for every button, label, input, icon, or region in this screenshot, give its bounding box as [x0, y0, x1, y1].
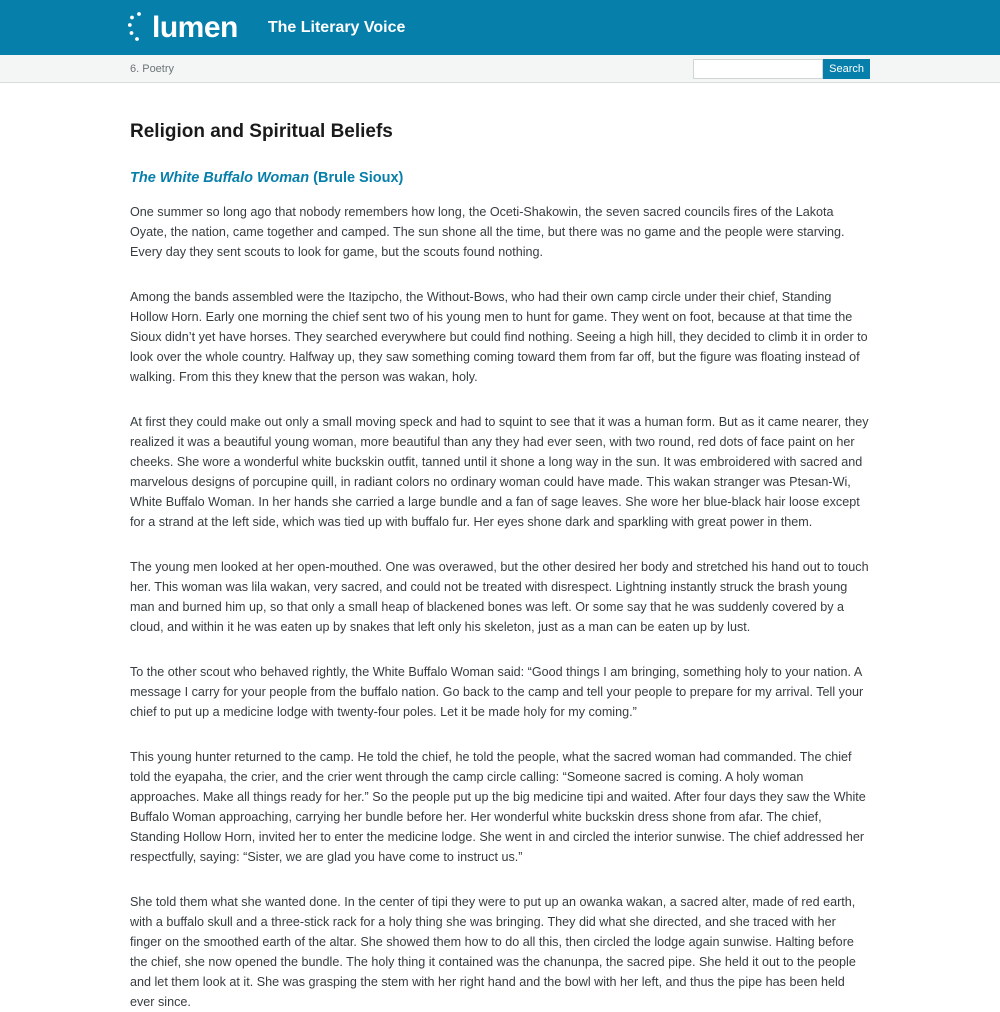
paragraph-6: This young hunter returned to the camp. He told the chief, he told the people, what the sacred woman had commanded. The chief told the eyapaha, the crier, and the crier went through the camp circle calling: “Someone sacred is coming. A holy woman approaches. Make all things ready for her.” So the people put up the big medicine tipi and waited. After four days they saw the White Buffalo Woman approaching, carrying her bundle before her. Her wonderful white buckskin dress shone from afar. The chief, Standing Hollow Horn, invited her to enter the medicine lodge. She went in and circled the interior sunwise. The chief addressed her respectfully, saying: “Sister, we are glad you have come to instruct us.”: [130, 749, 866, 864]
search-form: [693, 59, 870, 79]
paragraph-5: To the other scout who behaved rightly, the White Buffalo Woman said: “Good things I am bringing, something holy to your nation. A message I carry for your people from the buffalo nation. Go back to the camp and tell your people to prepare for my arrival. Tell your chief to put up a medicine lodge with twenty-four poles. Let it be made holy for my coming.”: [130, 664, 864, 719]
top-header: [0, 0, 1000, 55]
story-title: The White Buffalo Woman: [130, 169, 310, 186]
paragraph-1: One summer so long ago that nobody remembers how long, the Oceti-Shakowin, the seven sacred councils fires of the Lakota Oyate, the nation, came together and camped. The sun shone all the time, but there was no game and the people were starving. Every day they sent scouts to look for game, but the scouts found nothing.: [130, 204, 845, 259]
search-input[interactable]: [693, 59, 823, 79]
page-title: Religion and Spiritual Beliefs: [130, 121, 393, 142]
story-heading: [130, 170, 870, 186]
story-subtitle: (Brule Sioux): [309, 169, 404, 186]
breadcrumb[interactable]: 6. Poetry: [130, 62, 175, 75]
paragraph-7: She told them what she wanted done. In the center of tipi they were to put up an owanka wakan, a sacred alter, made of red earth, with a buffalo skull and a three-stick rack for a holy thing she was bringing. They did what she directed, and she traced with her finger on the smoothed earth of the altar. She showed them how to do all this, then circled the lodge again sunwise. Halting before the chief, she now opened the bundle. The holy thing it contained was the chanunpa, the sacred pipe. She held it out to the people and let them look at it. She was grasping the stem with her right hand and the bowl with her left, and thus the pipe has been held ever since.: [130, 894, 856, 1009]
paragraph-3: At first they could make out only a small moving speck and had to squint to see that it was a human form. But as it came nearer, they realized it was a beautiful young woman, more beautiful than any they had ever seen, with two round, red dots of face paint on her cheeks. She wore a wonderful white buckskin outfit, tanned until it shone a long way in the sun. It was embroidered with sacred and marvelous designs of porcupine quill, in radiant colors no ordinary woman could have made. This wakan stranger was Ptesan-Wi, White Buffalo Woman. In her hands she carried a large bundle and a fan of sage leaves. She wore her blue-black hair loose except for a strand at the left side, which was tied up with buffalo fur. Her eyes shone dark and sparkling with great power in them.: [130, 414, 869, 529]
lumen-logo-icon: [128, 10, 150, 46]
paragraph-4: The young men looked at her open-mouthed. One was overawed, but the other desired her body and stretched his hand out to touch her. This woman was lila wakan, very sacred, and could not be treated with disrespect. Lightning instantly struck the brash young man and burned him up, so that only a small heap of blackened bones was left. Or some say that he was suddenly covered by a cloud, and within it he was eaten up by snakes that left only his skeleton, just as a man can be eaten up by lust.: [130, 559, 869, 634]
paragraph-2: Among the bands assembled were the Itazipcho, the Without-Bows, who had their own camp circle under their chief, Standing Hollow Horn. Early one morning the chief sent two of his young men to hunt for game. They went on foot, because at that time the Sioux didn’t yet have horses. They searched everywhere but could find nothing. Seeing a high hill, they decided to climb it in order to look over the whole country. Halfway up, they saw something coming toward them from far off, but the figure was floating instead of walking. From this they knew that the person was wakan, holy.: [130, 289, 868, 384]
sub-navigation-bar: [0, 55, 1000, 83]
main-content: [0, 121, 1000, 1012]
lumen-logo[interactable]: [128, 8, 238, 48]
book-title[interactable]: The Literary Voice: [267, 18, 406, 36]
logo-text: lumen: [152, 10, 238, 44]
search-button[interactable]: Search: [823, 59, 870, 79]
